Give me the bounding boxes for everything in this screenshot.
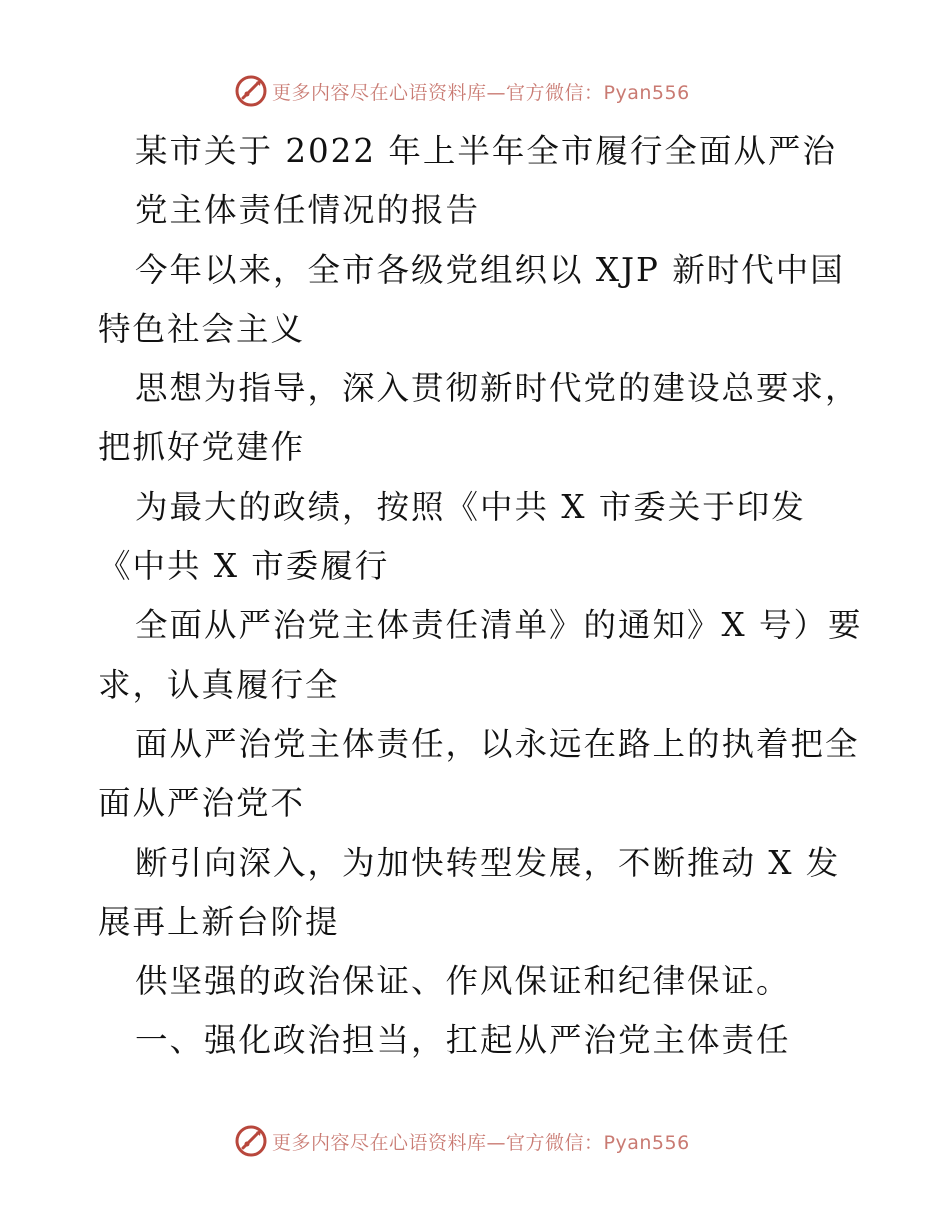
text-line: 全面从严治党主体责任清单》的通知》X 号）要 — [135, 606, 863, 645]
text-line: 今年以来，全市各级党组织以 XJP 新时代中国 — [135, 250, 845, 289]
brand-logo-icon — [234, 74, 268, 108]
watermark-text: 更多内容尽在心语资料库—官方微信：Pyan556 — [272, 1131, 690, 1154]
brand-logo-icon — [234, 1124, 268, 1158]
text-line: 为最大的政绩，按照《中共 X 市委关于印发 — [135, 487, 806, 526]
text-line: 面从严治党主体责任，以永远在路上的执着把全 — [135, 724, 860, 763]
document-body — [98, 122, 868, 1071]
watermark-text: 更多内容尽在心语资料库—官方微信：Pyan556 — [272, 81, 690, 104]
text-line: 求，认真履行全 — [98, 665, 340, 704]
header-watermark — [234, 71, 690, 111]
text-line: 断引向深入，为加快转型发展，不断推动 X 发 — [135, 843, 841, 882]
text-line: 《中共 X 市委履行 — [98, 547, 390, 586]
text-line: 某市关于 2022 年上半年全市履行全面从严治 — [135, 132, 837, 170]
text-line: 面从严治党不 — [98, 784, 306, 823]
text-line: 特色社会主义 — [98, 309, 306, 348]
text-line: 思想为指导，深入贯彻新时代党的建设总要求， — [135, 369, 860, 408]
text-line: 展再上新台阶提 — [98, 902, 340, 941]
section-heading: 一、强化政治担当，扛起从严治党主体责任 — [135, 1021, 791, 1060]
text-line: 供坚强的政治保证、作风保证和纪律保证。 — [135, 962, 791, 1001]
text-line: 党主体责任情况的报告 — [135, 191, 481, 230]
footer-watermark — [234, 1121, 690, 1161]
text-line: 把抓好党建作 — [98, 428, 306, 467]
